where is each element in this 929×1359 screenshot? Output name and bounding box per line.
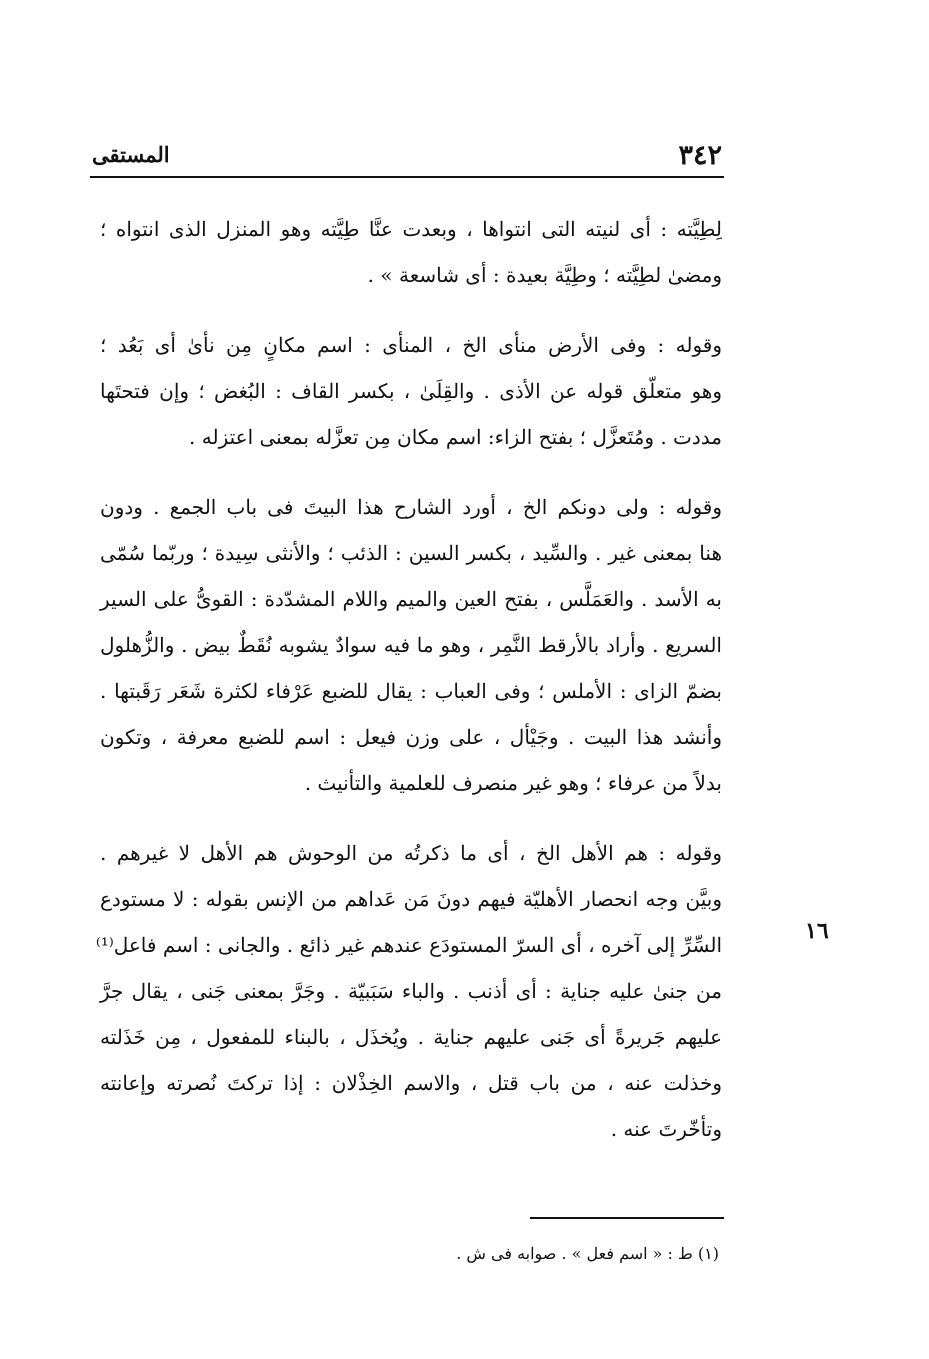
text-line: مددت . ومُتَعزَّل ؛ بفتح الزاء: اسم مكان مِن تعزَّله بمعنى اعتزله .	[189, 425, 722, 449]
text-line: وقوله : وفى الأرض منأى الخ ، المنأى : اسم مكانٍ مِن نأىٰ أى بَعُد ؛	[100, 333, 722, 357]
running-title: المستقى	[92, 142, 170, 167]
text-line: وتأخّرتَ عنه .	[610, 1117, 722, 1141]
paragraph	[100, 484, 722, 806]
text-line: وأنشد هذا البيت . وجَيْأل ، على وزن فيعل : اسم للضبع معرفة ، وتكون	[100, 725, 722, 749]
footnote: (١) ط : « اسم فعل » . صوابه فى ش .	[456, 1244, 719, 1263]
text-line: السريع . وأراد بالأرقط النَّمِر ، وهو ما فيه سوادٌ يشوبه نُقَطٌ بيض . والزُّهلول	[100, 633, 722, 657]
text-line: به الأسد . والعَمَلَّس ، بفتح العين والميم واللام المشدّدة : القوىُّ على السير	[100, 587, 722, 611]
text-line: لِطِيَّته : أى لنيته التى انتواها ، وبعدت عنَّا طِيَّته وهو المنزل الذى انتواه ؛	[100, 217, 722, 241]
footnote-rule	[530, 1217, 724, 1219]
page-number: ٣٤٢	[678, 140, 722, 171]
text-line: وقوله : هم الأهل الخ ، أى ما ذكرتُه من الوحوش هم الأهل لا غيرهم .	[100, 841, 722, 865]
paragraph	[95, 830, 723, 1152]
text-line: وبيَّن وجه انحصار الأهليّة فيهم دونَ مَن عَداهم من الإنس بقوله : لا مستودع	[100, 887, 722, 911]
text-line: السِّرِّ إلى آخره ، أى السرّ المستودَع عندهم غير ذائع . والجانى : اسم فاعل⁽¹⁾	[95, 933, 722, 957]
margin-line-number: ١٦	[805, 918, 829, 944]
text-line: ومضىٰ لطِيَّته ؛ وطِيَّة بعيدة : أى شاسعة » .	[367, 263, 722, 287]
text-line: هنا بمعنى غير . والسِّيد ، بكسر السين : الذئب ؛ والأنثى سِيدة ؛ وربّما سُمّى	[100, 541, 722, 565]
text-line: وقوله : ولى دونكم الخ ، أورد الشارح هذا البيتَ فى باب الجمع . ودون	[100, 495, 722, 519]
text-line: عليهم جَريرةً أى جَنى عليهم جناية . ويُخذَل ، بالبناء للمفعول ، مِن خَذَلته	[100, 1025, 723, 1049]
paragraph	[100, 322, 722, 460]
header-rule	[90, 176, 724, 178]
page-body	[95, 206, 723, 1152]
text-line: وهو متعلّق قوله عن الأذى . والقِلَىٰ ، بكسر القاف : البُغض ؛ وإن فتحتَها	[100, 379, 722, 403]
page-header	[92, 140, 722, 176]
paragraph	[100, 206, 722, 298]
text-line: من جنىٰ عليه جناية : أى أذنب . والباء سَبَبيّة . وجَرَّ بمعنى جَنى ، يقال جرَّ	[100, 979, 722, 1003]
text-line: بضمّ الزاى : الأملس ؛ وفى العباب : يقال للضبع عَرْفاء لكثرة شَعَر رَقَبتها .	[100, 679, 722, 703]
text-line: وخذلت عنه ، من باب قتل ، والاسم الخِذْلان : إذا تركتَ نُصرته وإعانته	[100, 1071, 722, 1095]
text-line: بدلاً من عرفاء ؛ وهو غير منصرف للعلمية والتأنيث .	[304, 771, 722, 795]
